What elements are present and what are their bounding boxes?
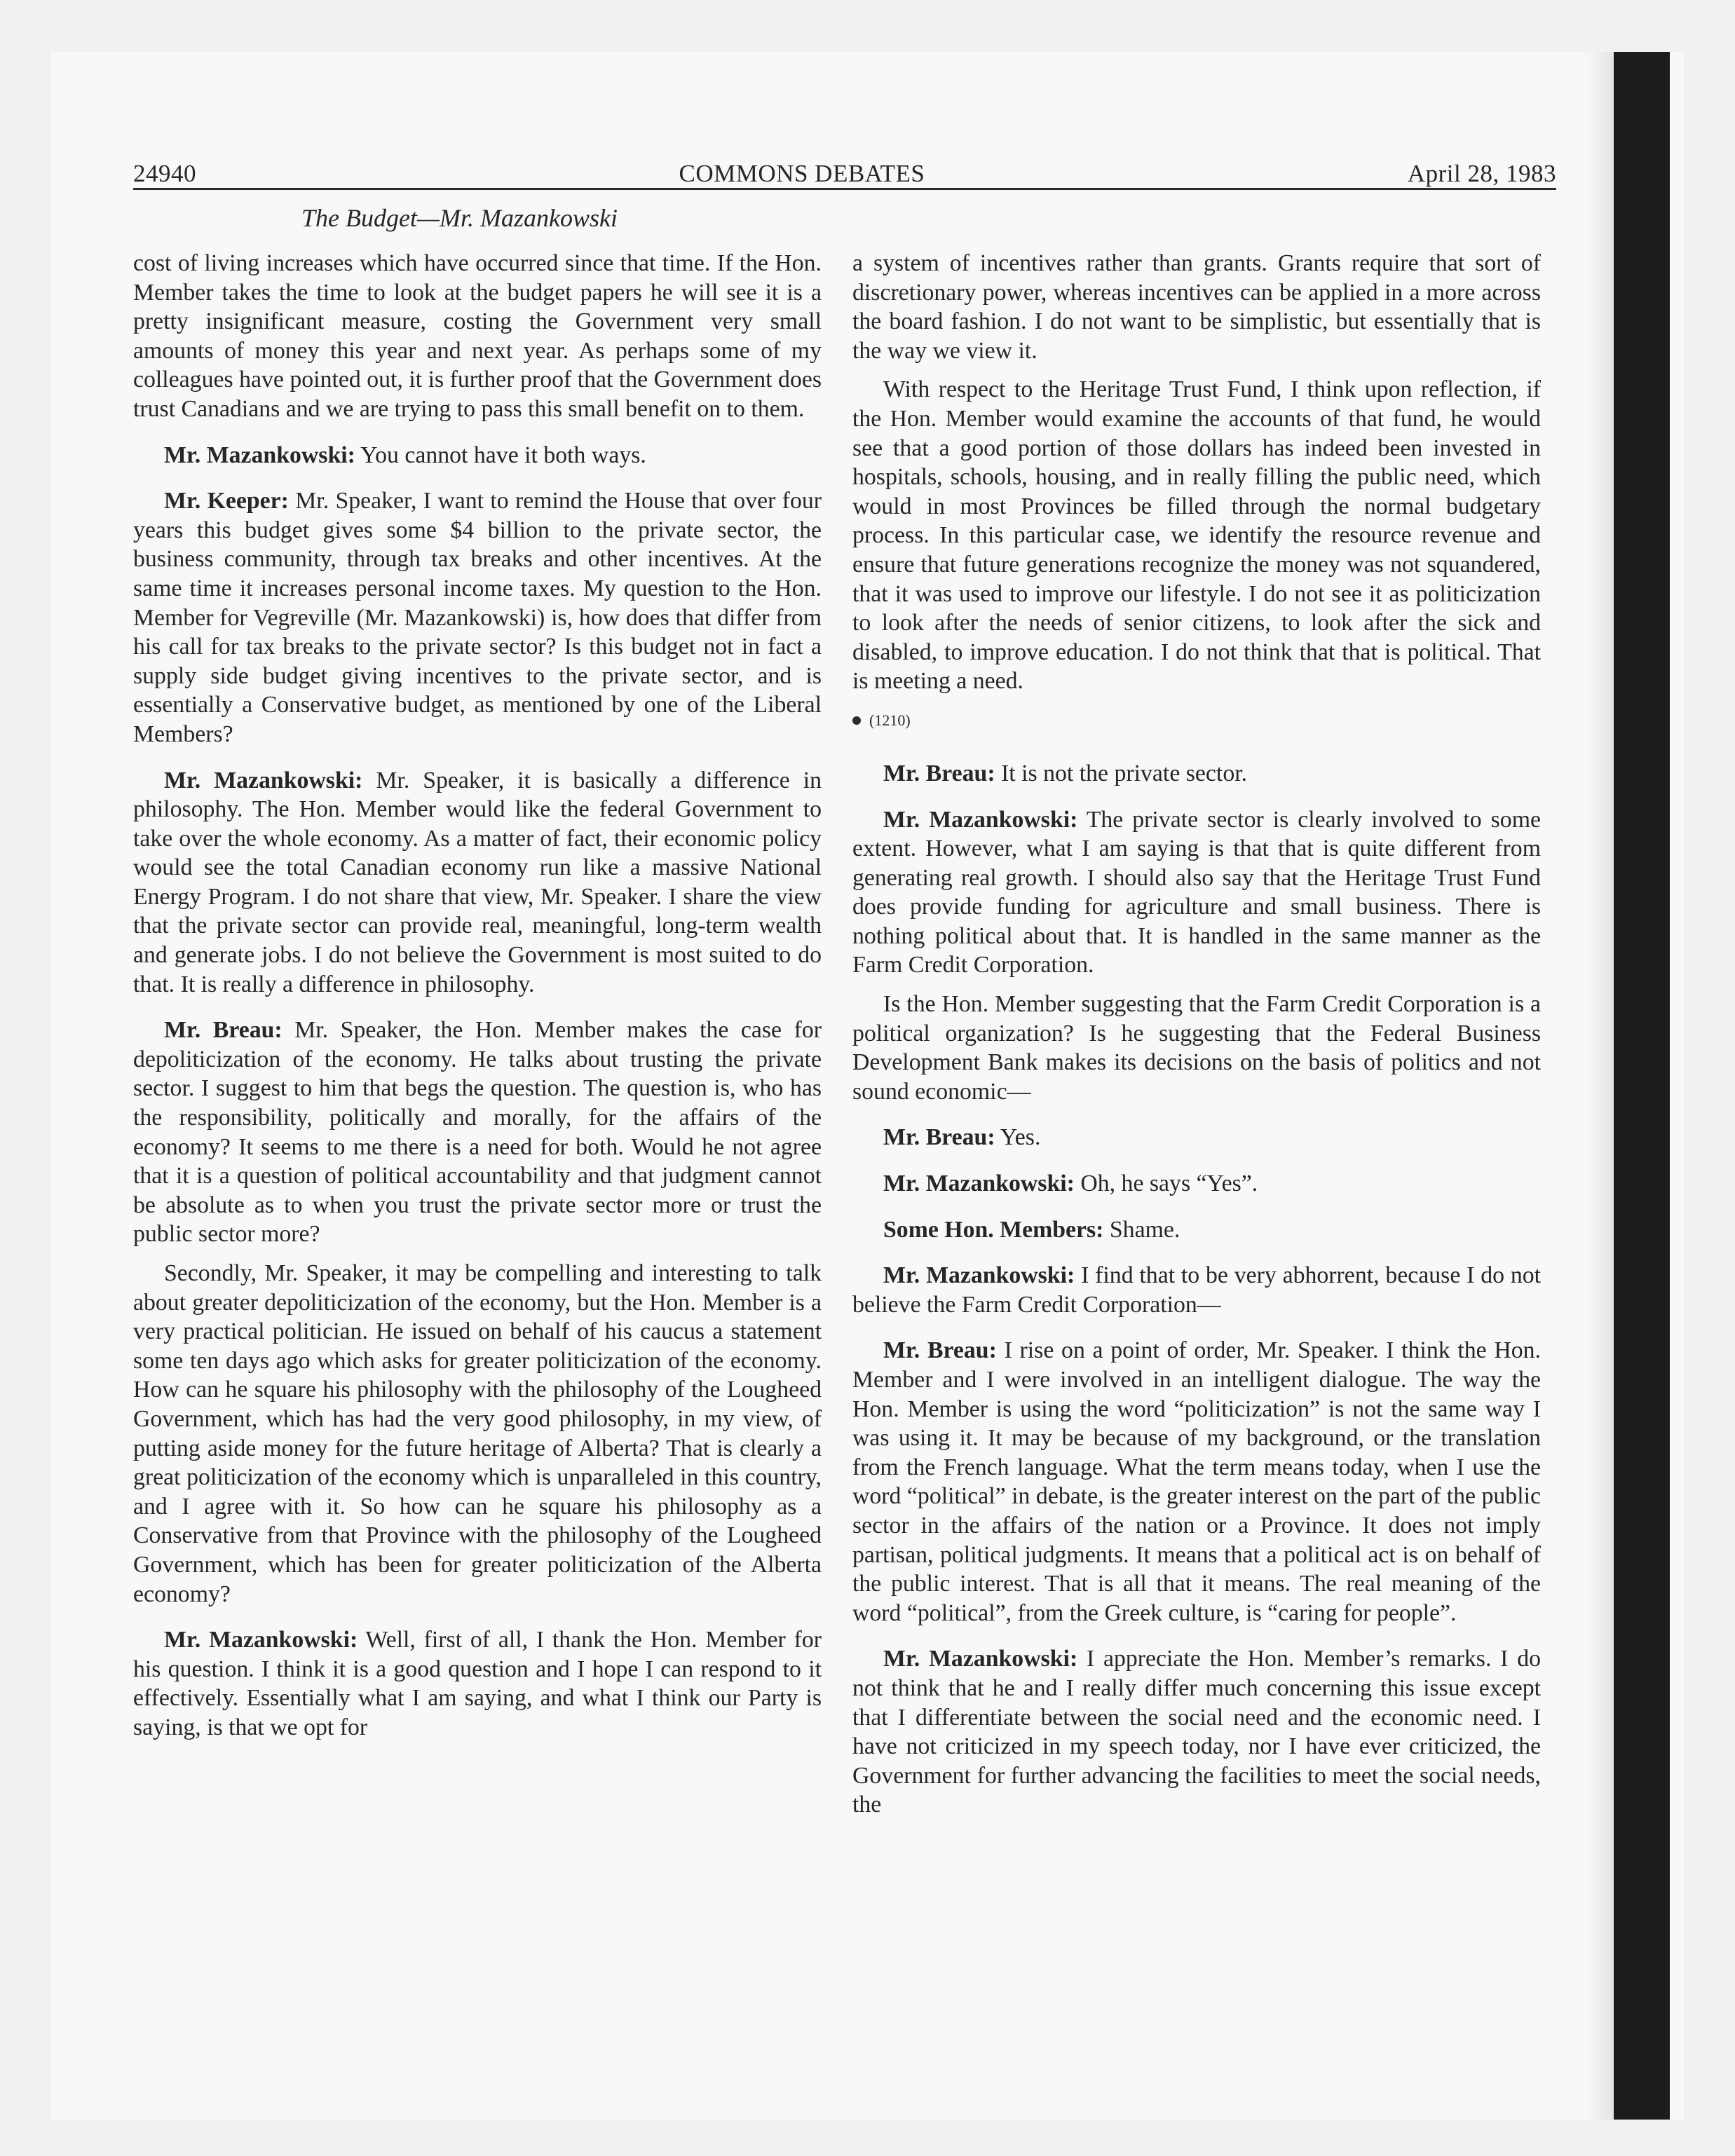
paragraph <box>133 486 822 749</box>
speaker-name: Mr. Mazankowski: <box>883 1646 1078 1672</box>
paragraph <box>133 766 822 999</box>
running-head <box>133 160 1556 188</box>
paragraph <box>852 1336 1541 1628</box>
publication-date: April 28, 1983 <box>1407 160 1556 187</box>
paragraph-text: Well, first of all, I thank the Hon. Member for his question. I think it is a good question and I hope I can respond to it effectively. Essentially what I am saying, and what I think our Party is saying, is that we opt for <box>133 1627 822 1740</box>
paragraph <box>852 1215 1541 1245</box>
speaker-name: Mr. Breau: <box>883 760 995 786</box>
timestamp <box>852 710 1541 731</box>
paragraph <box>852 375 1541 696</box>
paragraph-text: a system of incentives rather than grants. Grants require that sort of discretionary power, whereas incentives can be applied in a more across the board fashion. I do not want to be simplistic, but essentially that is the way we view it. <box>852 250 1541 364</box>
speaker-name: Mr. Breau: <box>883 1124 995 1151</box>
paragraph-text: I appreciate the Hon. Member’s remarks. I do not think that he and I really differ much concerning this issue except that I differentiate between the social need and the economic need. I have not criticized in my speech today, nor I have ever criticized, the Government for further advancing the facilities to meet the social needs, the <box>852 1646 1541 1818</box>
speaker-name: Mr. Mazankowski: <box>883 1171 1075 1197</box>
paragraph-text: You cannot have it both ways. <box>360 442 646 468</box>
paragraph-text: It is not the private sector. <box>1001 760 1248 786</box>
paragraph-text: Secondly, Mr. Speaker, it may be compelling and interesting to talk about greater depoliticization of the economy, but the Hon. Member is a very practical politician. He issued on behalf of his caucus a statement some ten days ago which asks for greater politicization of the economy. How can he square his philosophy with the philosophy of the Lougheed Government, which has had the very good philosophy, in my view, of putting aside money for the future heritage of Alberta? That is clearly a great politicization of the economy which is unparalleled in this country, and I agree with it. So how can he square his philosophy as a Conservative from that Province with the philosophy of the Lougheed Government, which has been for greater politicization of the Alberta economy? <box>133 1260 822 1607</box>
paragraph-text: Mr. Speaker, it is basically a difference in philosophy. The Hon. Member would like the federal Government to take over the whole economy. As a matter of fact, their economic policy would see the total Canadian economy run like a massive National Energy Program. I do not share that view, Mr. Speaker. I share the view that the private sector can provide real, meaningful, long-term wealth and generate jobs. I do not believe the Government is most suited to do that. It is really a difference in philosophy. <box>133 767 822 997</box>
speaker-name: Mr. Keeper: <box>164 488 289 514</box>
paragraph <box>133 249 822 424</box>
paragraph <box>133 1016 822 1249</box>
right-column-bottom <box>852 759 1541 1820</box>
timestamp-label: (1210) <box>869 711 911 729</box>
speaker-name: Mr. Mazankowski: <box>883 1262 1075 1289</box>
speaker-name: Mr. Breau: <box>164 1017 283 1044</box>
left-column <box>133 249 822 1752</box>
paragraph <box>852 1123 1541 1152</box>
paragraph-text: The private sector is clearly involved to some extent. However, what I am saying is that that is quite different from generating real growth. I should also say that the Heritage Trust Fund does provide funding for agriculture and small business. There is nothing political about that. It is handled in the same manner as the Farm Credit Corporation. <box>852 806 1541 978</box>
paragraph-text: Is the Hon. Member suggesting that the Farm Credit Corporation is a political organization? Is he suggesting that the Federal Business Development Bank makes its decisions on the basis of politics and not sound economic— <box>852 991 1541 1105</box>
paragraph-text: Mr. Speaker, the Hon. Member makes the case for depoliticization of the economy. He talks about trusting the private sector. I suggest to him that begs the question. The question is, who has the responsibility, politically and morally, for the affairs of the economy? It seems to me there is a need for both. Would he not agree that it is a question of political accountability and that judgment cannot be absolute as to when you trust the private sector more or trust the public sector more? <box>133 1017 822 1248</box>
right-column-top <box>852 249 1541 696</box>
paragraph-text: With respect to the Heritage Trust Fund, I think upon reflection, if the Hon. Member would examine the accounts of that fund, he would see that a good portion of those dollars has indeed been invested in hospitals, schools, housing, and in really filling the public need, which would in most Provinces be filled through the normal budgetary process. In this particular case, we identify the resource revenue and ensure that future generations recognize the money was not squandered, that it was used to improve our lifestyle. I do not see it as politicization to look after the needs of senior citizens, to look after the sick and disabled, to improve education. I do not think that that is political. That is meeting a need. <box>852 376 1541 695</box>
paragraph-text: Mr. Speaker, I want to remind the House that over four years this budget gives some $4 billion to the private sector, the business community, through tax breaks and other incentives. At the same time it increases personal income taxes. My question to the Hon. Member for Vegreville (Mr. Mazankowski) is, how does that differ from his call for tax breaks to the private sector? Is this budget not in fact a supply side budget giving incentives to the private sector, and is essentially a Conservative budget, as mentioned by one of the Liberal Members? <box>133 488 822 747</box>
speaker-name: Mr. Mazankowski: <box>164 767 363 793</box>
bullet-icon <box>852 716 861 725</box>
paragraph-text: I find that to be very abhorrent, because I do not believe the Farm Credit Corporation— <box>852 1262 1542 1318</box>
speaker-name: Mr. Breau: <box>883 1337 997 1364</box>
paragraph <box>852 1644 1541 1820</box>
page-edge-shadow <box>1586 52 1614 2120</box>
paragraph-text: cost of living increases which have occurred since that time. If the Hon. Member takes the time to look at the budget papers he will see it is a pretty insignificant measure, costing the Government very small amounts of money this year and next year. As perhaps some of my colleagues have pointed out, it is further proof that the Government does trust Canadians and we are trying to pass this small benefit on to them. <box>133 250 822 422</box>
speaker-name: Some Hon. Members: <box>883 1216 1104 1243</box>
paragraph <box>852 805 1541 981</box>
page-number: 24940 <box>133 160 196 187</box>
right-column <box>852 249 1541 1829</box>
speaker-name: Mr. Mazankowski: <box>164 1627 358 1653</box>
paragraph <box>852 1169 1541 1199</box>
paragraph <box>852 1261 1541 1319</box>
header-rule <box>133 188 1556 190</box>
binding-spine <box>1614 52 1670 2120</box>
speaker-name: Mr. Mazankowski: <box>164 442 355 468</box>
paragraph-text: Oh, he says “Yes”. <box>1080 1171 1258 1197</box>
paragraph <box>133 1259 822 1609</box>
paragraph <box>133 1625 822 1742</box>
paragraph-text: I rise on a point of order, Mr. Speaker. I think the Hon. Member and I were involved in an intelligent dialogue. The way the Hon. Member is using the word “politicization” is not the same way I was using it. It may be because of my background, or the translation from the French language. What the term means today, when I use the word “political” in debate, is the greater interest on the part of the public sector in the affairs of the nation or a Province. It does not imply partisan, political judgments. It means that a political act is on behalf of the public interest. That is all that it means. The real meaning of the word “political”, from the Greek culture, is “caring for people”. <box>852 1337 1541 1626</box>
paragraph-text: Shame. <box>1109 1216 1181 1243</box>
publication-title: COMMONS DEBATES <box>679 160 925 187</box>
paragraph <box>133 441 822 470</box>
paragraph <box>852 990 1541 1106</box>
paragraph <box>852 249 1541 365</box>
paragraph-text: Yes. <box>1000 1124 1041 1151</box>
paragraph <box>852 759 1541 789</box>
section-title: The Budget—Mr. Mazankowski <box>301 204 618 232</box>
speaker-name: Mr. Mazankowski: <box>883 806 1078 833</box>
